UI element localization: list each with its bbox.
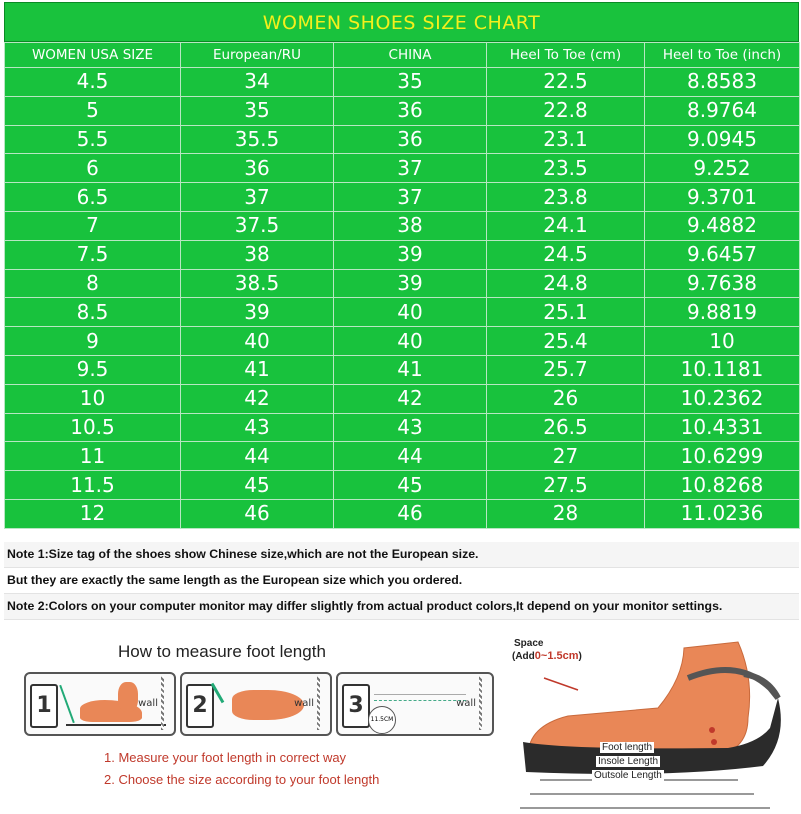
table-cell: 24.1 [487, 211, 645, 240]
table-cell: 40 [334, 327, 487, 356]
table-cell: 23.1 [487, 125, 645, 154]
instruction-1: 1. Measure your foot length in correct way [104, 750, 347, 765]
table-cell: 40 [181, 327, 334, 356]
table-cell: 11.5 [5, 471, 181, 500]
table-cell: 37 [181, 183, 334, 212]
table-cell: 10.1181 [645, 355, 800, 384]
size-table [4, 42, 800, 529]
table-cell: 9 [5, 327, 181, 356]
table-cell: 27.5 [487, 471, 645, 500]
size-chart [4, 2, 799, 529]
table-cell: 36 [334, 96, 487, 125]
shoe-illustration [508, 638, 798, 810]
column-header: European/RU [181, 43, 334, 68]
table-cell: 12 [5, 499, 181, 528]
table-row [5, 298, 800, 327]
table-cell: 35 [334, 68, 487, 97]
table-cell: 10.2362 [645, 384, 800, 413]
step-number: 1 [30, 684, 58, 728]
ruler-mark [374, 694, 466, 695]
ruler-line [374, 682, 466, 701]
wall-icon [479, 676, 482, 730]
measure-section [0, 620, 801, 812]
table-cell: 9.0945 [645, 125, 800, 154]
table-cell: 8.5 [5, 298, 181, 327]
outsole-length-label: Outsole Length [594, 770, 662, 781]
table-cell: 10.8268 [645, 471, 800, 500]
table-row [5, 269, 800, 298]
table-row [5, 183, 800, 212]
table-cell: 37.5 [181, 211, 334, 240]
table-row [5, 384, 800, 413]
table-row [5, 327, 800, 356]
space-range-label: (Add0~1.5cm) [512, 650, 582, 662]
column-header: Heel To Toe (cm) [487, 43, 645, 68]
table-cell: 43 [334, 413, 487, 442]
table-cell: 39 [334, 269, 487, 298]
table-cell: 7.5 [5, 240, 181, 269]
table-cell: 38.5 [181, 269, 334, 298]
table-cell: 22.5 [487, 68, 645, 97]
table-row [5, 413, 800, 442]
table-cell: 23.8 [487, 183, 645, 212]
step-number: 2 [186, 684, 214, 728]
table-cell: 43 [181, 413, 334, 442]
wall-label: wall [294, 698, 314, 709]
column-header: WOMEN USA SIZE [5, 43, 181, 68]
table-cell: 9.5 [5, 355, 181, 384]
table-row [5, 96, 800, 125]
wall-label: wall [456, 698, 476, 709]
table-cell: 46 [181, 499, 334, 528]
table-cell: 27 [487, 442, 645, 471]
column-header: Heel to Toe (inch) [645, 43, 800, 68]
table-cell: 9.6457 [645, 240, 800, 269]
table-cell: 44 [334, 442, 487, 471]
table-cell: 39 [181, 298, 334, 327]
pen-icon [59, 685, 75, 723]
table-cell: 24.5 [487, 240, 645, 269]
table-row [5, 154, 800, 183]
notes-section [4, 542, 799, 620]
table-cell: 26.5 [487, 413, 645, 442]
table-cell: 9.8819 [645, 298, 800, 327]
table-header-row [5, 43, 800, 68]
table-cell: 10.6299 [645, 442, 800, 471]
table-cell: 11 [5, 442, 181, 471]
table-cell: 5 [5, 96, 181, 125]
table-cell: 36 [334, 125, 487, 154]
note-3: Note 2:Colors on your computer monitor may differ slightly from actual product colors,It depend on your monitor settings. [4, 594, 799, 620]
table-cell: 45 [181, 471, 334, 500]
table-cell: 35.5 [181, 125, 334, 154]
table-row [5, 211, 800, 240]
foot-ankle-icon [118, 682, 138, 712]
ruler-circle: 11.5CM [368, 706, 396, 734]
table-cell: 40 [334, 298, 487, 327]
table-cell: 8.9764 [645, 96, 800, 125]
table-cell: 25.7 [487, 355, 645, 384]
table-row [5, 471, 800, 500]
table-row [5, 68, 800, 97]
measure-step-2 [180, 672, 332, 736]
step-number: 3 [342, 684, 370, 728]
table-cell: 25.4 [487, 327, 645, 356]
table-cell: 8.8583 [645, 68, 800, 97]
measure-step-1 [24, 672, 176, 736]
table-cell: 10.4331 [645, 413, 800, 442]
shoe-length-diagram [508, 638, 798, 810]
space-label: Space [514, 638, 544, 649]
wall-icon [317, 676, 320, 730]
table-cell: 45 [334, 471, 487, 500]
table-cell: 37 [334, 154, 487, 183]
table-cell: 41 [334, 355, 487, 384]
table-cell: 4.5 [5, 68, 181, 97]
table-cell: 9.3701 [645, 183, 800, 212]
table-cell: 10.5 [5, 413, 181, 442]
wall-label: wall [138, 698, 158, 709]
table-cell: 9.252 [645, 154, 800, 183]
table-row [5, 240, 800, 269]
measure-title: How to measure foot length [118, 642, 326, 661]
note-1: Note 1:Size tag of the shoes show Chinese size,which are not the European size. [4, 542, 799, 568]
foot-length-label: Foot length [602, 742, 653, 753]
table-cell: 41 [181, 355, 334, 384]
instruction-2: 2. Choose the size according to your foot length [104, 772, 380, 787]
table-cell: 24.8 [487, 269, 645, 298]
table-cell: 44 [181, 442, 334, 471]
note-2: But they are exactly the same length as the European size which you ordered. [4, 568, 799, 594]
table-cell: 25.1 [487, 298, 645, 327]
table-cell: 28 [487, 499, 645, 528]
table-cell: 8 [5, 269, 181, 298]
table-cell: 9.4882 [645, 211, 800, 240]
table-cell: 10 [5, 384, 181, 413]
table-cell: 9.7638 [645, 269, 800, 298]
table-cell: 37 [334, 183, 487, 212]
insole-length-label: Insole Length [598, 756, 659, 767]
table-cell: 46 [334, 499, 487, 528]
table-cell: 22.8 [487, 96, 645, 125]
column-header: CHINA [334, 43, 487, 68]
table-cell: 42 [181, 384, 334, 413]
table-cell: 39 [334, 240, 487, 269]
table-cell: 11.0236 [645, 499, 800, 528]
table-cell: 23.5 [487, 154, 645, 183]
table-cell: 26 [487, 384, 645, 413]
table-cell: 38 [334, 211, 487, 240]
wall-icon [161, 676, 164, 730]
table-cell: 34 [181, 68, 334, 97]
table-row [5, 125, 800, 154]
table-cell: 10 [645, 327, 800, 356]
table-row [5, 499, 800, 528]
table-cell: 6 [5, 154, 181, 183]
table-cell: 38 [181, 240, 334, 269]
table-cell: 6.5 [5, 183, 181, 212]
table-row [5, 442, 800, 471]
table-cell: 35 [181, 96, 334, 125]
chart-title: WOMEN SHOES SIZE CHART [4, 2, 799, 42]
measure-step-3 [336, 672, 494, 736]
floor-line [66, 724, 166, 726]
table-cell: 42 [334, 384, 487, 413]
table-cell: 36 [181, 154, 334, 183]
table-cell: 5.5 [5, 125, 181, 154]
table-row [5, 355, 800, 384]
table-body [5, 68, 800, 529]
table-cell: 7 [5, 211, 181, 240]
